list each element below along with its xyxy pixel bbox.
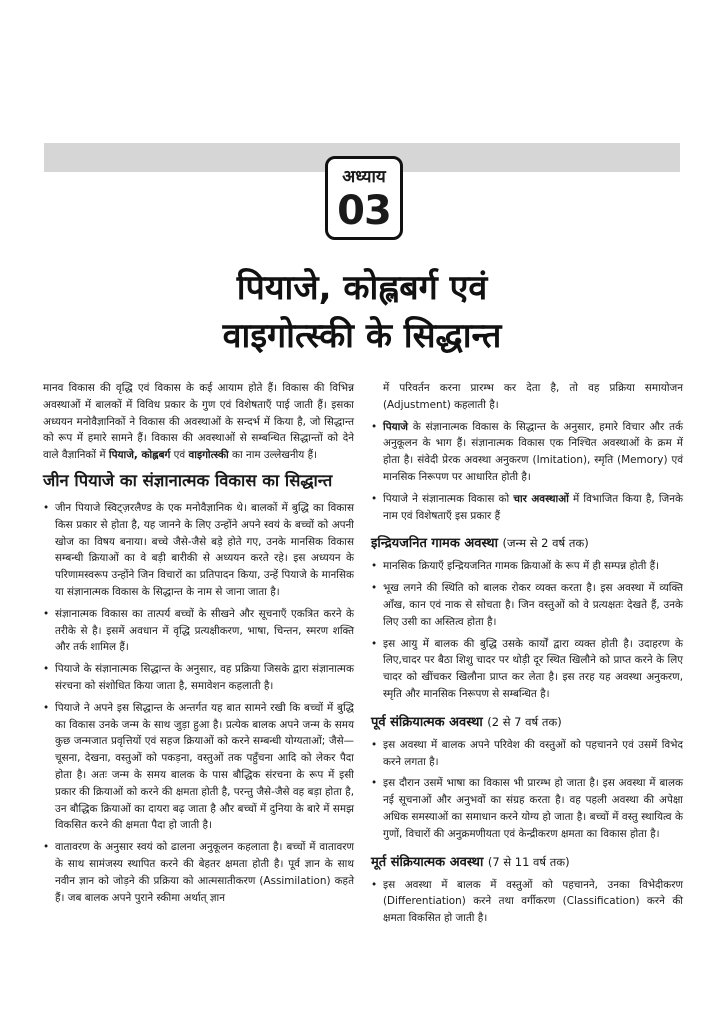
- list-item: • भूख लगने की स्थिति को बालक रोकर व्यक्त करता है। इस अवस्था में व्यक्ति आँख, कान एवं नाक से सोचता है। जिन वस्तुओं को वे प्रत्यक्षतः देखते हैं, उनके लिए उसी का अस्तित्व होता है।: [371, 580, 683, 630]
- intro-bold-1: पियाजे, कोह्लबर्ग: [108, 449, 171, 462]
- preoperational-bullets: [371, 737, 683, 843]
- stage-range: (7 से 11 वर्ष तक): [487, 854, 570, 869]
- right-column: [371, 380, 683, 932]
- bold-term: चार अवस्थाओं: [513, 492, 569, 505]
- piaget-bullets: [43, 500, 354, 906]
- title-line-1: पियाजे, कोह्लबर्ग एवं: [236, 268, 488, 308]
- list-item-text: में विभाजित किया है, जिनके नाम एवं विशेषताएँ इस प्रकार हैं: [383, 492, 683, 522]
- continued-text: में परिवर्तन करना प्रारम्भ कर देता है, तो वह प्रक्रिया समायोजन (Adjustment) कहलाती है।: [383, 382, 683, 411]
- stage-range: (2 से 7 वर्ष तक): [487, 714, 562, 729]
- continued-list: [371, 380, 683, 524]
- intro-paragraph: [43, 380, 354, 464]
- bold-term: पियाजे: [383, 420, 409, 433]
- left-column: [43, 380, 354, 911]
- list-item: • वातावरण के अनुसार स्वयं को ढालना अनुकूलन कहलाता है। बच्चों में वातावरण के साथ सामंजस्य स्थापित करने की बेहतर क्षमता होती है। पूर्व ज्ञान के साथ नवीन ज्ञान को जोड़ने की प्रक्रिया को आत्मसातीकरण (Assimilation) कहते हैं। जब बालक अपने पुराने स्कीमा अर्थात् ज्ञान: [43, 839, 354, 906]
- sensorimotor-bullets: [371, 558, 683, 702]
- concrete-bullets: [371, 877, 683, 927]
- chapter-title: [0, 264, 724, 360]
- list-item: • जीन पियाजे स्विट्ज़रलैण्ड के एक मनोवैज्ञानिक थे। बालकों में बुद्धि का विकास किस प्रकार से होता है, यह जानने के लिए उन्होंने अपने स्वयं के बच्चों को अपनी खोज का विषय बनाया। बच्चे जैसे-जैसे बड़े होते गए, उनके मानसिक विकास सम्बन्धी क्रियाओं का वे बड़ी बारीकी से अध्ययन करते रहे। इस अध्ययन के परिणामस्वरूप उन्होंने जिन विचारों का प्रतिपादन किया, उन्हें पियाजे के मानसिक या संज्ञानात्मक विकास के सिद्धान्त के नाम से जाना जाता है।: [43, 500, 354, 601]
- stage-heading-concrete: [371, 853, 683, 872]
- list-item: [371, 419, 683, 486]
- list-item-text: के संज्ञानात्मक विकास के सिद्धान्त के अनुसार, हमारे विचार और तर्क अनुकूलन के भाग हैं। संज्ञानात्मक विकास एक निश्चित अवस्थाओं के क्रम में होता है। संवेदी प्रेरक अवस्था अनुकरण (Imitation), स्मृति (Memory) एवं मानसिक निरूपण पर आधारित होती है।: [383, 420, 683, 483]
- list-item: • पियाजे ने अपने इस सिद्धान्त के अन्तर्गत यह बात सामने रखी कि बच्चों में बुद्धि का विकास उनके जन्म के साथ जुड़ा हुआ है। प्रत्येक बालक अपने जन्म के समय कुछ जन्मजात प्रवृत्तियों एवं सहज क्रियाओं को करने सम्बन्धी योग्यताओं; जैसे— चूसना, देखना, वस्तुओं को पकड़ना, वस्तुओं तक पहुँचना आदि को लेकर पैदा होता है। अतः जन्म के समय बालक के पास बौद्धिक संरचना के रूप में इसी प्रकार की क्रियाओं को करने की क्षमता होती है, परन्तु जैसे-जैसे वह बड़ा होता है, उन बौद्धिक क्रियाओं का दायरा बढ़ जाता है और बच्चों में दुनिया के बारे में समझ विकसित करने की क्षमता पैदा हो जाती है।: [43, 700, 354, 834]
- stage-title: पूर्व संक्रियात्मक अवस्था: [371, 714, 483, 730]
- list-item: • मानसिक क्रियाएँ इन्द्रियजनित गामक क्रियाओं के रूप में ही सम्पन्न होती हैं।: [371, 558, 683, 575]
- chapter-label: अध्याय: [342, 167, 386, 187]
- list-item: • इस अवस्था में बालक में वस्तुओं को पहचानने, उनका विभेदीकरण (Differentiation) करने तथा वर्गीकरण (Classification) करने की क्षमता विकसित हो जाती है।: [371, 877, 683, 927]
- list-item: • पियाजे के संज्ञानात्मक सिद्धान्त के अनुसार, वह प्रक्रिया जिसके द्वारा संज्ञानात्मक संरचना को संशोधित किया जाता है, समावेशन कहलाती है।: [43, 661, 354, 695]
- list-item: • संज्ञानात्मक विकास का तात्पर्य बच्चों के सीखने और सूचनाएँ एकत्रित करने के तरीके से है। इसमें अवधान में वृद्धि प्रत्यक्षीकरण, भाषा, चिन्तन, स्मरण शक्ति और तर्क शामिल हैं।: [43, 606, 354, 656]
- list-item-text: पियाजे ने संज्ञानात्मक विकास को: [383, 492, 514, 505]
- stage-range: (जन्म से 2 वर्ष तक): [502, 536, 589, 551]
- stage-title: मूर्त संक्रियात्मक अवस्था: [371, 854, 484, 870]
- intro-bold-2: वाइगोत्स्की: [188, 449, 229, 462]
- section-heading-piaget: जीन पियाजे का संज्ञानात्मक विकास का सिद्धान्त: [43, 470, 333, 490]
- chapter-badge: [325, 156, 403, 240]
- stage-title: इन्द्रियजनित गामक अवस्था: [371, 536, 498, 552]
- stage-heading-preoperational: [371, 713, 683, 732]
- chapter-number: 03: [337, 188, 391, 234]
- title-line-2: वाइगोत्स्की के सिद्धान्त: [222, 316, 502, 356]
- intro-end: का नाम उल्लेखनीय हैं।: [228, 449, 318, 462]
- stage-heading-sensorimotor: [371, 534, 683, 553]
- intro-mid: एवं: [170, 449, 189, 462]
- list-item: • इस अवस्था में बालक अपने परिवेश की वस्तुओं को पहचानने एवं उसमें विभेद करने लगता है।: [371, 737, 683, 771]
- list-item: • इस दौरान उसमें भाषा का विकास भी प्रारम्भ हो जाता है। इस अवस्था में बालक नई सूचनाओं और अनुभवों का संग्रह करता है। वह पहली अवस्था की अपेक्षा अधिक समस्याओं का समाधान करने योग्य हो जाता है। बच्चों में वस्तु स्थायित्व के गुणों, विचारों की अनुक्रमणीयता एवं केन्द्रीकरण क्षमता का विकास होता है।: [371, 775, 683, 842]
- intro-text: मानव विकास की वृद्धि एवं विकास के कई आयाम होते हैं। विकास की विभिन्न अवस्थाओं में बालकों में विविध प्रकार के गुण एवं विशेषताएँ पाई जाती हैं। इसका अध्ययन मनोवैज्ञानिकों ने विकास की अवस्थाओं के सन्दर्भ में किया है, जो सिद्धान्त को रूप में हमारे सामने हैं। विकास की अवस्थाओं से सम्बन्धित सिद्धान्तों को देने वाले वैज्ञानिकों में: [43, 382, 354, 462]
- list-item: [371, 491, 683, 525]
- list-item: • इस आयु में बालक की बुद्धि उसके कार्यों द्वारा व्यक्त होती है। उदाहरण के लिए,चादर पर बैठा शिशु चादर पर थोड़ी दूर स्थित खिलौने को प्राप्त करने के लिए चादर को खींचकर खिलौना प्राप्त कर लेता है। इस तरह यह अवस्था अनुकरण, स्मृति और मानसिक निरूपण से सम्बन्धित है।: [371, 636, 683, 703]
